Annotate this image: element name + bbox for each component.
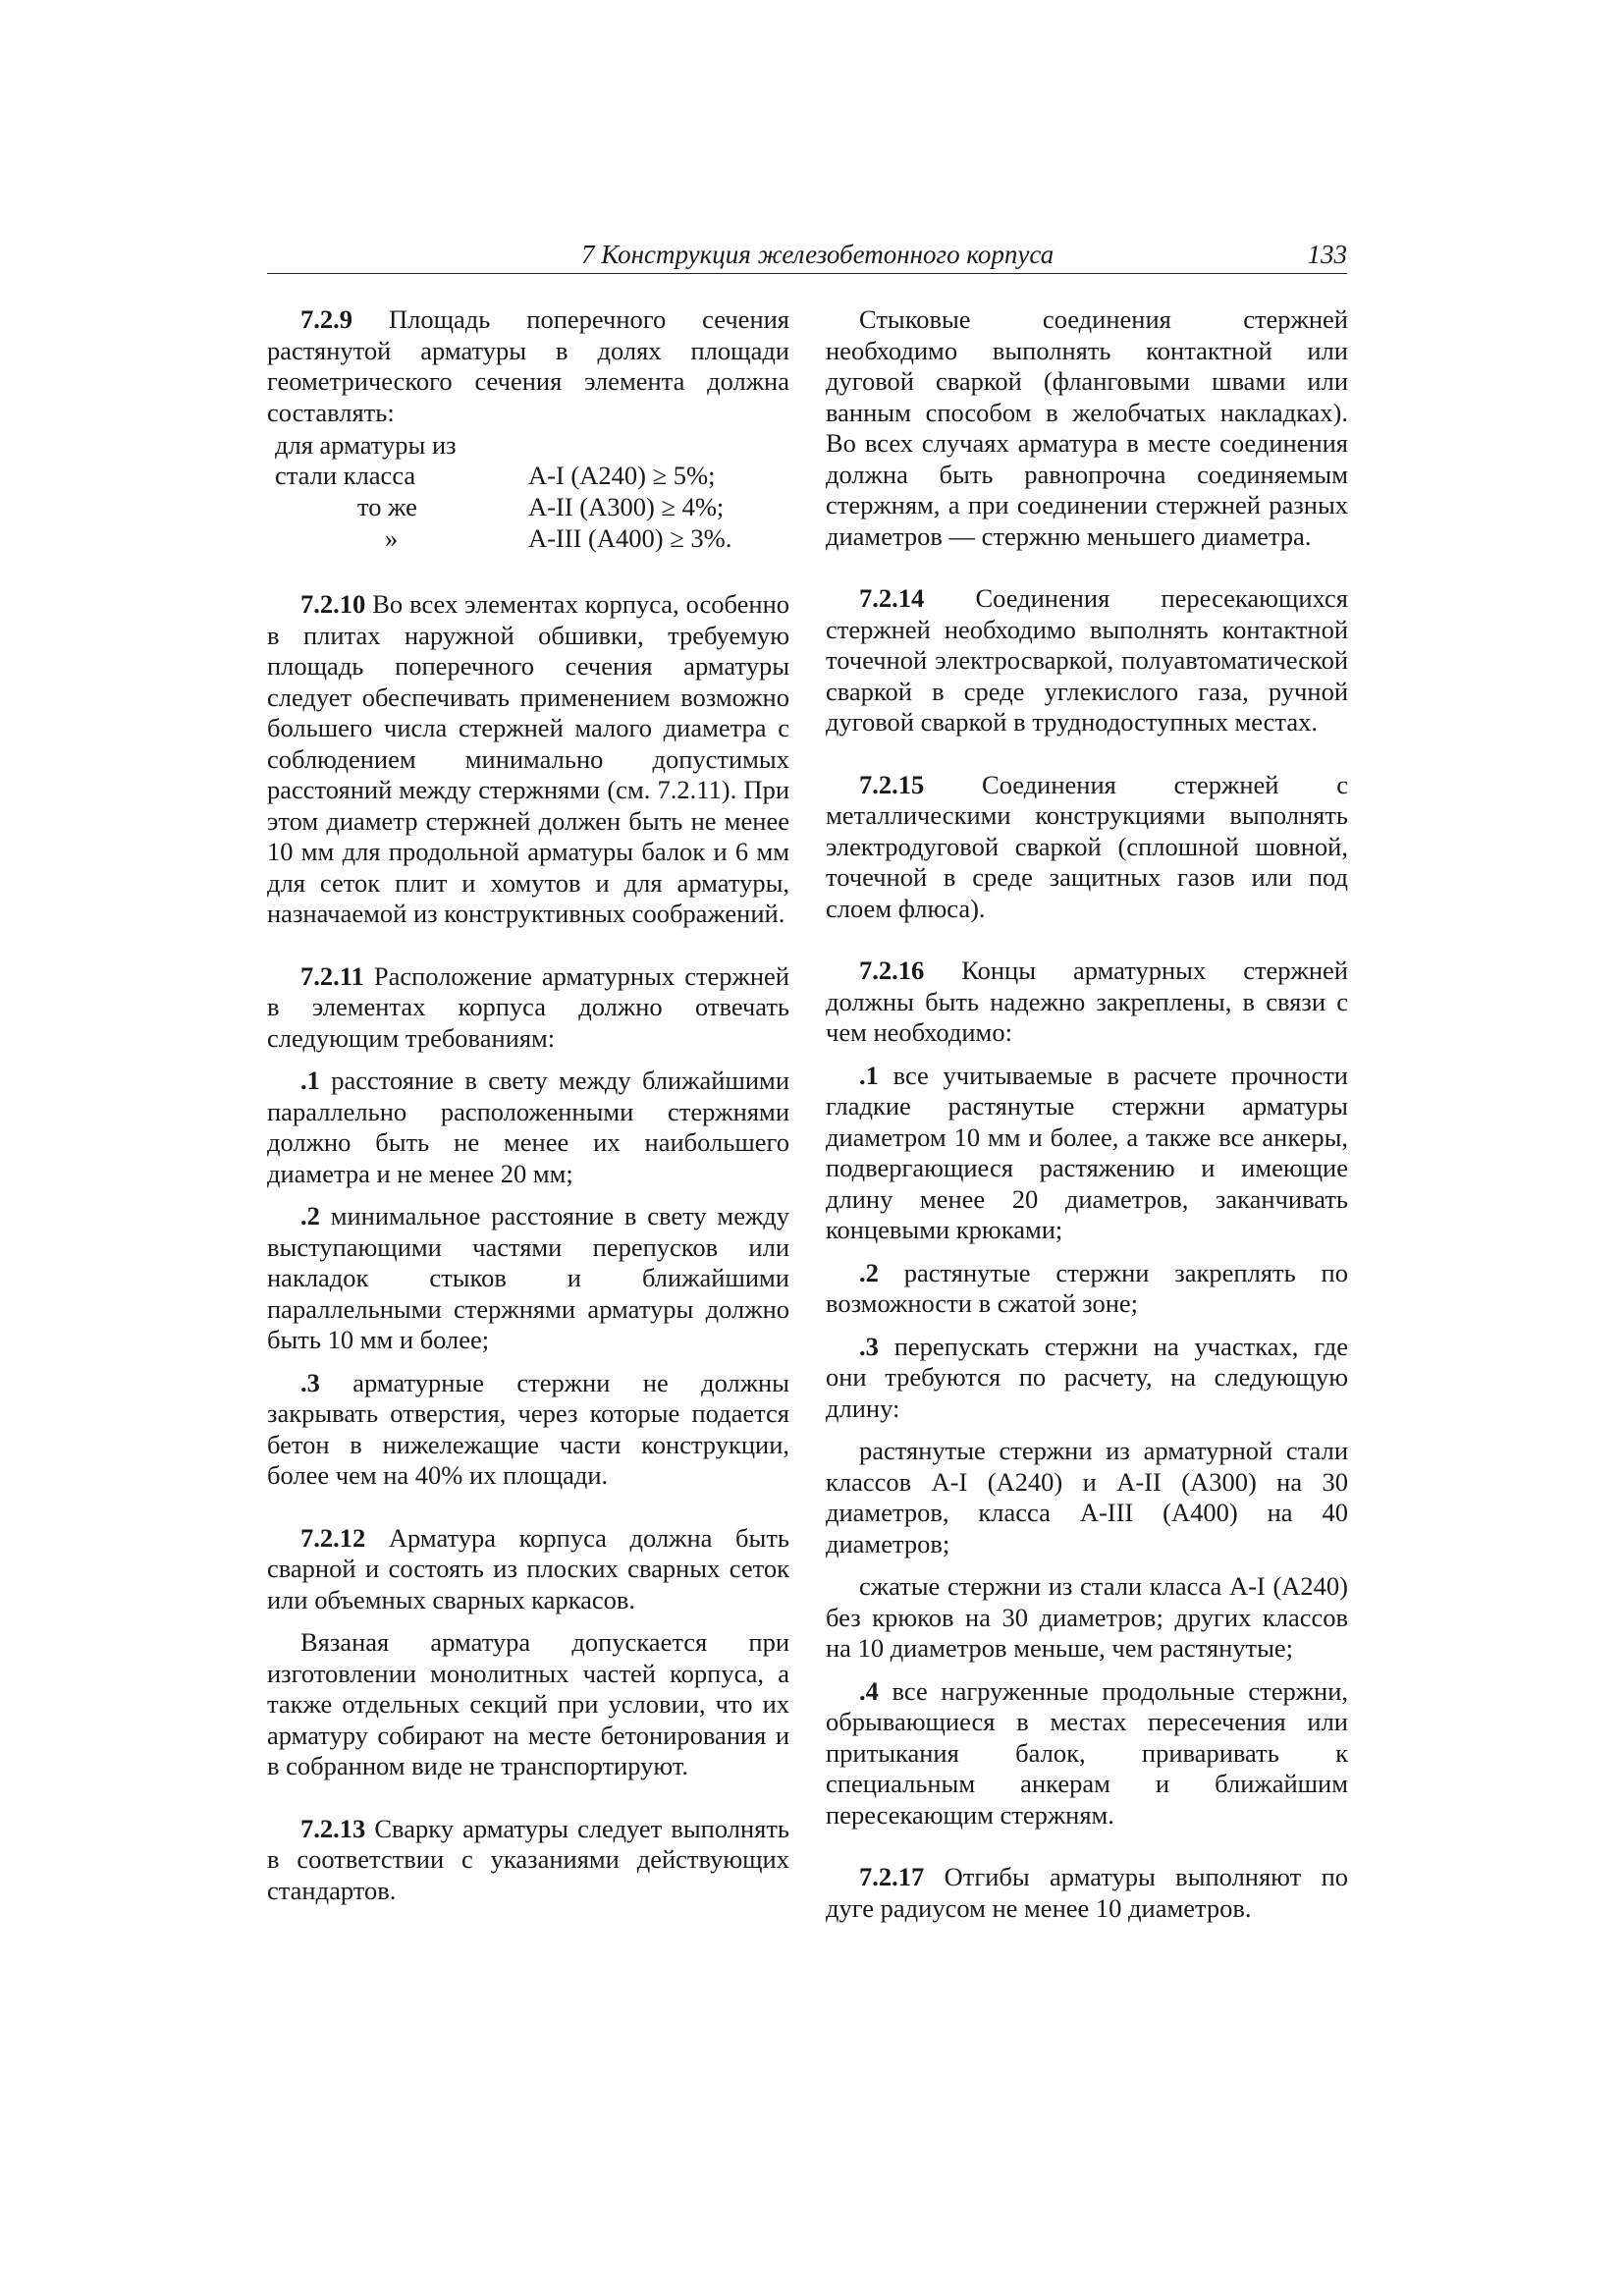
clause-text: Отгибы арматуры выполняют по дуге радиусом не менее 10 диаметров. [826, 1862, 1348, 1923]
item-7-2-16-4 [826, 1676, 1348, 1831]
clause-7-2-10 [267, 589, 789, 930]
item-7-2-11-1 [267, 1066, 789, 1189]
item-number: .1 [300, 1066, 320, 1095]
item-text: арматурные стержни не должны закрывать отверстия, через которые подается бетон в нижележащие части конструкции, более чем на 40% их площади. [267, 1367, 789, 1490]
table-label-line2: стали класса [275, 461, 416, 490]
clause-number: 7.2.15 [859, 769, 925, 799]
clause-7-2-13-continued: Стыковые соединения стержней необходимо выполнять контактной или дуговой сваркой (фланговыми швами или ванным способом в желобчатых накладках). Во всех случаях арматура в месте соединения должна быть равнопрочна соединяемым стержням, а при соединении стержней разных диаметров — стержню меньшего диаметра. [826, 304, 1348, 551]
clause-text: Арматура корпуса должна быть сварной и состоять из плоских сварных сеток или объемных сварных каркасов. [267, 1522, 789, 1614]
clause-7-2-15 [826, 770, 1348, 925]
item-text: все учитываемые в расчете прочности гладкие растянутые стержни арматуры диаметром 10 мм и более, а также все анкеры, подвергающиеся растяжению и имеющие длину менее 20 диаметров, заканчивать концевыми крюками; [826, 1060, 1348, 1244]
item-text: расстояние в свету между ближайшими параллельно расположенными стержнями должно быть не менее их наибольшего диаметра и не менее 20 мм; [267, 1066, 789, 1188]
item-text: все нагруженные продольные стержни, обрывающиеся в местах пересечения или притыкания балок, приваривать к специальным анкерам и ближайшим пересекающим стержням. [826, 1675, 1348, 1830]
steel-class-table [267, 430, 789, 558]
table-row2-label: то же [357, 492, 417, 521]
clause-7-2-12 [267, 1523, 789, 1616]
item-number: .3 [859, 1331, 879, 1361]
clause-text: Площадь поперечного сечения растянутой арматуры в долях площади геометрического сечения элемента должна составлять: [267, 304, 789, 427]
clause-7-2-13 [267, 1814, 789, 1907]
item-text: перепускать стержни на участках, где они требуются по расчету, на следующую длину: [826, 1331, 1348, 1423]
left-column [267, 304, 789, 1906]
clause-7-2-16 [826, 956, 1348, 1049]
item-7-2-16-1 [826, 1061, 1348, 1246]
item-number: .2 [859, 1257, 879, 1287]
clause-number: 7.2.16 [859, 956, 925, 985]
table-row2-value: А-II (А300) ≥ 4%; [528, 492, 725, 521]
clause-text: Во всех элементах корпуса, особенно в плитах наружной обшивки, требуемую площадь поперечного сечения арматуры следует обеспечивать применением возможно большего числа стержней малого диаметра с соблюдением минимально допустимых расстояний между стержнями (см. 7.2.11). При этом диаметр стержней должен быть не менее 10 мм для продольной арматуры балок и 6 мм для сеток плит и хомутов и для арматуры, назначаемой из конструктивных соображений. [267, 589, 789, 928]
item-7-2-16-3-tension: растянутые стержни из арматурной стали классов А-I (А240) и А-II (А300) на 30 диаметров, класса А-III (А400) на 40 диаметров; [826, 1436, 1348, 1558]
clause-7-2-12-continued: Вязаная арматура допускается при изготовлении монолитных частей корпуса, а также отдельных секций при условии, что их арматуру собирают на месте бетонирования и в собранном виде не транспортируют. [267, 1627, 789, 1780]
clause-text: Соединения пересекающихся стержней необходимо выполнять контактной точечной электросваркой, полуавтоматической сваркой в среде углекислого газа, ручной дуговой сваркой в труднодоступных местах. [826, 583, 1348, 737]
item-number: .3 [300, 1367, 320, 1397]
clause-text: Расположение арматурных стержней в элементах корпуса должно отвечать следующим требованиям: [267, 960, 789, 1053]
clause-number: 7.2.12 [300, 1522, 366, 1553]
clause-text: Концы арматурных стержней должны быть надежно закреплены, в связи с чем необходимо: [826, 956, 1348, 1047]
table-row3-value: А-III (А400) ≥ 3%. [528, 523, 732, 553]
item-text: минимальное расстояние в свету между выступающими частями перепусков или накладок стыков и ближайшими параллельными стержнями арматуры должно быть 10 мм и более; [267, 1201, 789, 1354]
right-column [826, 304, 1348, 1924]
item-7-2-16-2 [826, 1258, 1348, 1320]
clause-7-2-11 [267, 961, 789, 1055]
table-row3-label: » [385, 523, 399, 553]
clause-text: Сварку арматуры следует выполнять в соответствии с указаниями действующих стандартов. [267, 1813, 789, 1905]
table-label-line1: для арматуры из [275, 430, 457, 460]
clause-7-2-14 [826, 583, 1348, 738]
clause-7-2-17 [826, 1862, 1348, 1924]
clause-number: 7.2.14 [859, 583, 925, 613]
clause-number: 7.2.13 [300, 1813, 366, 1843]
clause-7-2-9 [267, 304, 789, 428]
item-7-2-11-3 [267, 1368, 789, 1492]
clause-number: 7.2.17 [859, 1862, 925, 1891]
clause-number: 7.2.11 [300, 960, 364, 991]
item-7-2-11-2 [267, 1201, 789, 1356]
item-7-2-16-3 [826, 1332, 1348, 1425]
page-number: 133 [1307, 240, 1347, 269]
item-number: .4 [859, 1675, 879, 1706]
clause-number: 7.2.10 [300, 589, 366, 619]
item-number: .1 [859, 1060, 879, 1090]
item-number: .2 [300, 1201, 320, 1230]
item-7-2-16-3-compression: сжатые стержни из стали класса А-I (А240) без крюков на 30 диаметров; других классов на 10 диаметров меньше, чем растянутые; [826, 1571, 1348, 1663]
table-row1-value: А-I (А240) ≥ 5%; [528, 461, 716, 490]
header-title: 7 Конструкция железобетонного корпуса [581, 240, 1055, 269]
running-header [267, 238, 1347, 274]
clause-number: 7.2.9 [300, 304, 352, 334]
item-text: растянутые стержни закреплять по возможности в сжатой зоне; [826, 1257, 1348, 1318]
clause-text: Соединения стержней с металлическими конструкциями выполнять электродуговой сваркой (сплошной шовной, точечной в среде защитных газов или под слоем флюса). [826, 769, 1348, 923]
